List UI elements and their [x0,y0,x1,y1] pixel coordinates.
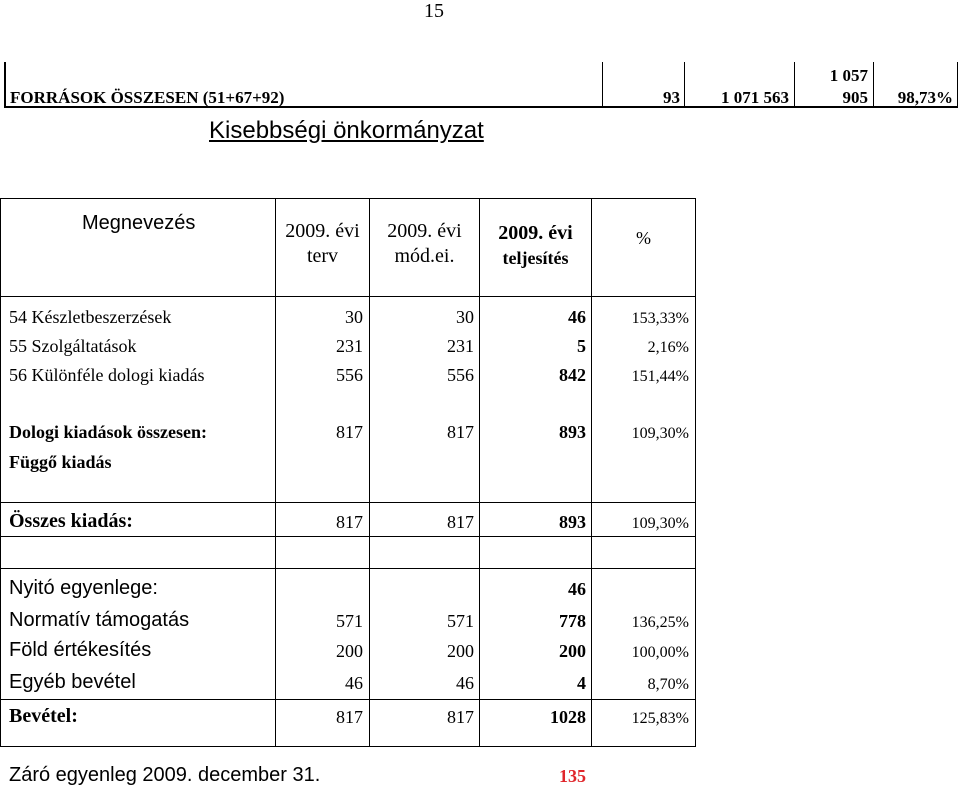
forrasok-c3-line2: 905 [842,88,868,107]
income-row [0,609,696,633]
forrasok-c2: 1 071 563 [721,88,789,107]
row-actual: 5 [577,336,586,356]
income-pct: 8,70% [647,676,689,693]
row-pct: 151,44% [631,368,689,385]
row-name: 56 Különféle dologi kiadás [9,365,205,385]
row-mod: 231 [447,336,474,356]
row-actual: 46 [568,307,586,327]
row-plan: 231 [336,336,363,356]
row-mod: 556 [447,365,474,385]
bevetel-pct: 125,83% [631,710,689,727]
osszes-plan: 817 [336,512,363,532]
income-name: Föld értékesítés [9,639,152,661]
closing-value: 135 [559,766,586,786]
bevetel-actual: 1028 [550,707,586,727]
income-name: Normatív támogatás [9,609,190,631]
header-actual-line1: 2009. évi [498,222,573,244]
row-plan: 30 [345,307,363,327]
income-mod: 46 [456,673,474,693]
nyito-actual: 46 [568,579,586,599]
header-name: Megnevezés [82,212,196,234]
forrasok-c4: 98,73% [897,88,953,107]
income-mod: 200 [447,641,474,661]
bevetel-label: Bevétel: [9,705,78,727]
income-mod: 571 [447,611,474,631]
income-plan: 571 [336,611,363,631]
osszes-mod: 817 [447,512,474,532]
dologi-mod: 817 [447,422,474,442]
expense-row [0,307,696,329]
row-mod: 30 [456,307,474,327]
fuggo-label: Függő kiadás [9,452,112,472]
dologi-plan: 817 [336,422,363,442]
income-actual: 200 [559,641,586,661]
osszes-row [0,510,696,534]
forrasok-c3-line1: 1 057 [829,66,868,85]
row-actual: 842 [559,365,586,385]
header-actual-line2: teljesítés [502,248,569,268]
forrasok-label: FORRÁSOK ÖSSZESEN (51+67+92) [10,88,285,107]
row-name: 54 Készletbeszerzések [9,307,172,327]
row-pct: 153,33% [631,310,689,327]
nyito-row [0,577,696,601]
income-actual: 778 [559,611,586,631]
row-pct: 2,16% [647,339,689,356]
income-pct: 100,00% [631,644,689,661]
row-name: 55 Szolgáltatások [9,336,137,356]
income-name: Egyéb bevétel [9,671,136,693]
row-plan: 556 [336,365,363,385]
bevetel-row [0,705,696,729]
page-number: 15 [424,0,444,22]
closing-row [0,764,696,788]
income-plan: 200 [336,641,363,661]
expense-row [0,365,696,387]
dologi-actual: 893 [559,422,586,442]
header-mod-line1: 2009. évi [387,220,462,242]
section-title: Kisebbségi önkormányzat [209,117,484,144]
header-mod-line2: mód.ei. [394,245,455,267]
bevetel-mod: 817 [447,707,474,727]
dologi-row [0,422,696,482]
osszes-label: Összes kiadás: [9,510,133,532]
income-row [0,639,696,663]
osszes-pct: 109,30% [631,515,689,532]
header-plan-line2: terv [306,245,339,267]
income-row [0,671,696,695]
forrasok-c1: 93 [663,88,680,107]
header-plan-line1: 2009. évi [285,220,360,242]
expense-row [0,336,696,358]
header-pct: % [636,228,651,248]
dologi-pct: 109,30% [631,425,689,442]
income-pct: 136,25% [631,614,689,631]
income-plan: 46 [345,673,363,693]
nyito-label: Nyitó egyenlege: [9,577,158,599]
closing-label: Záró egyenleg 2009. december 31. [9,764,321,786]
osszes-actual: 893 [559,512,586,532]
dologi-label: Dologi kiadások összesen: [9,422,208,442]
income-actual: 4 [577,673,586,693]
bevetel-plan: 817 [336,707,363,727]
